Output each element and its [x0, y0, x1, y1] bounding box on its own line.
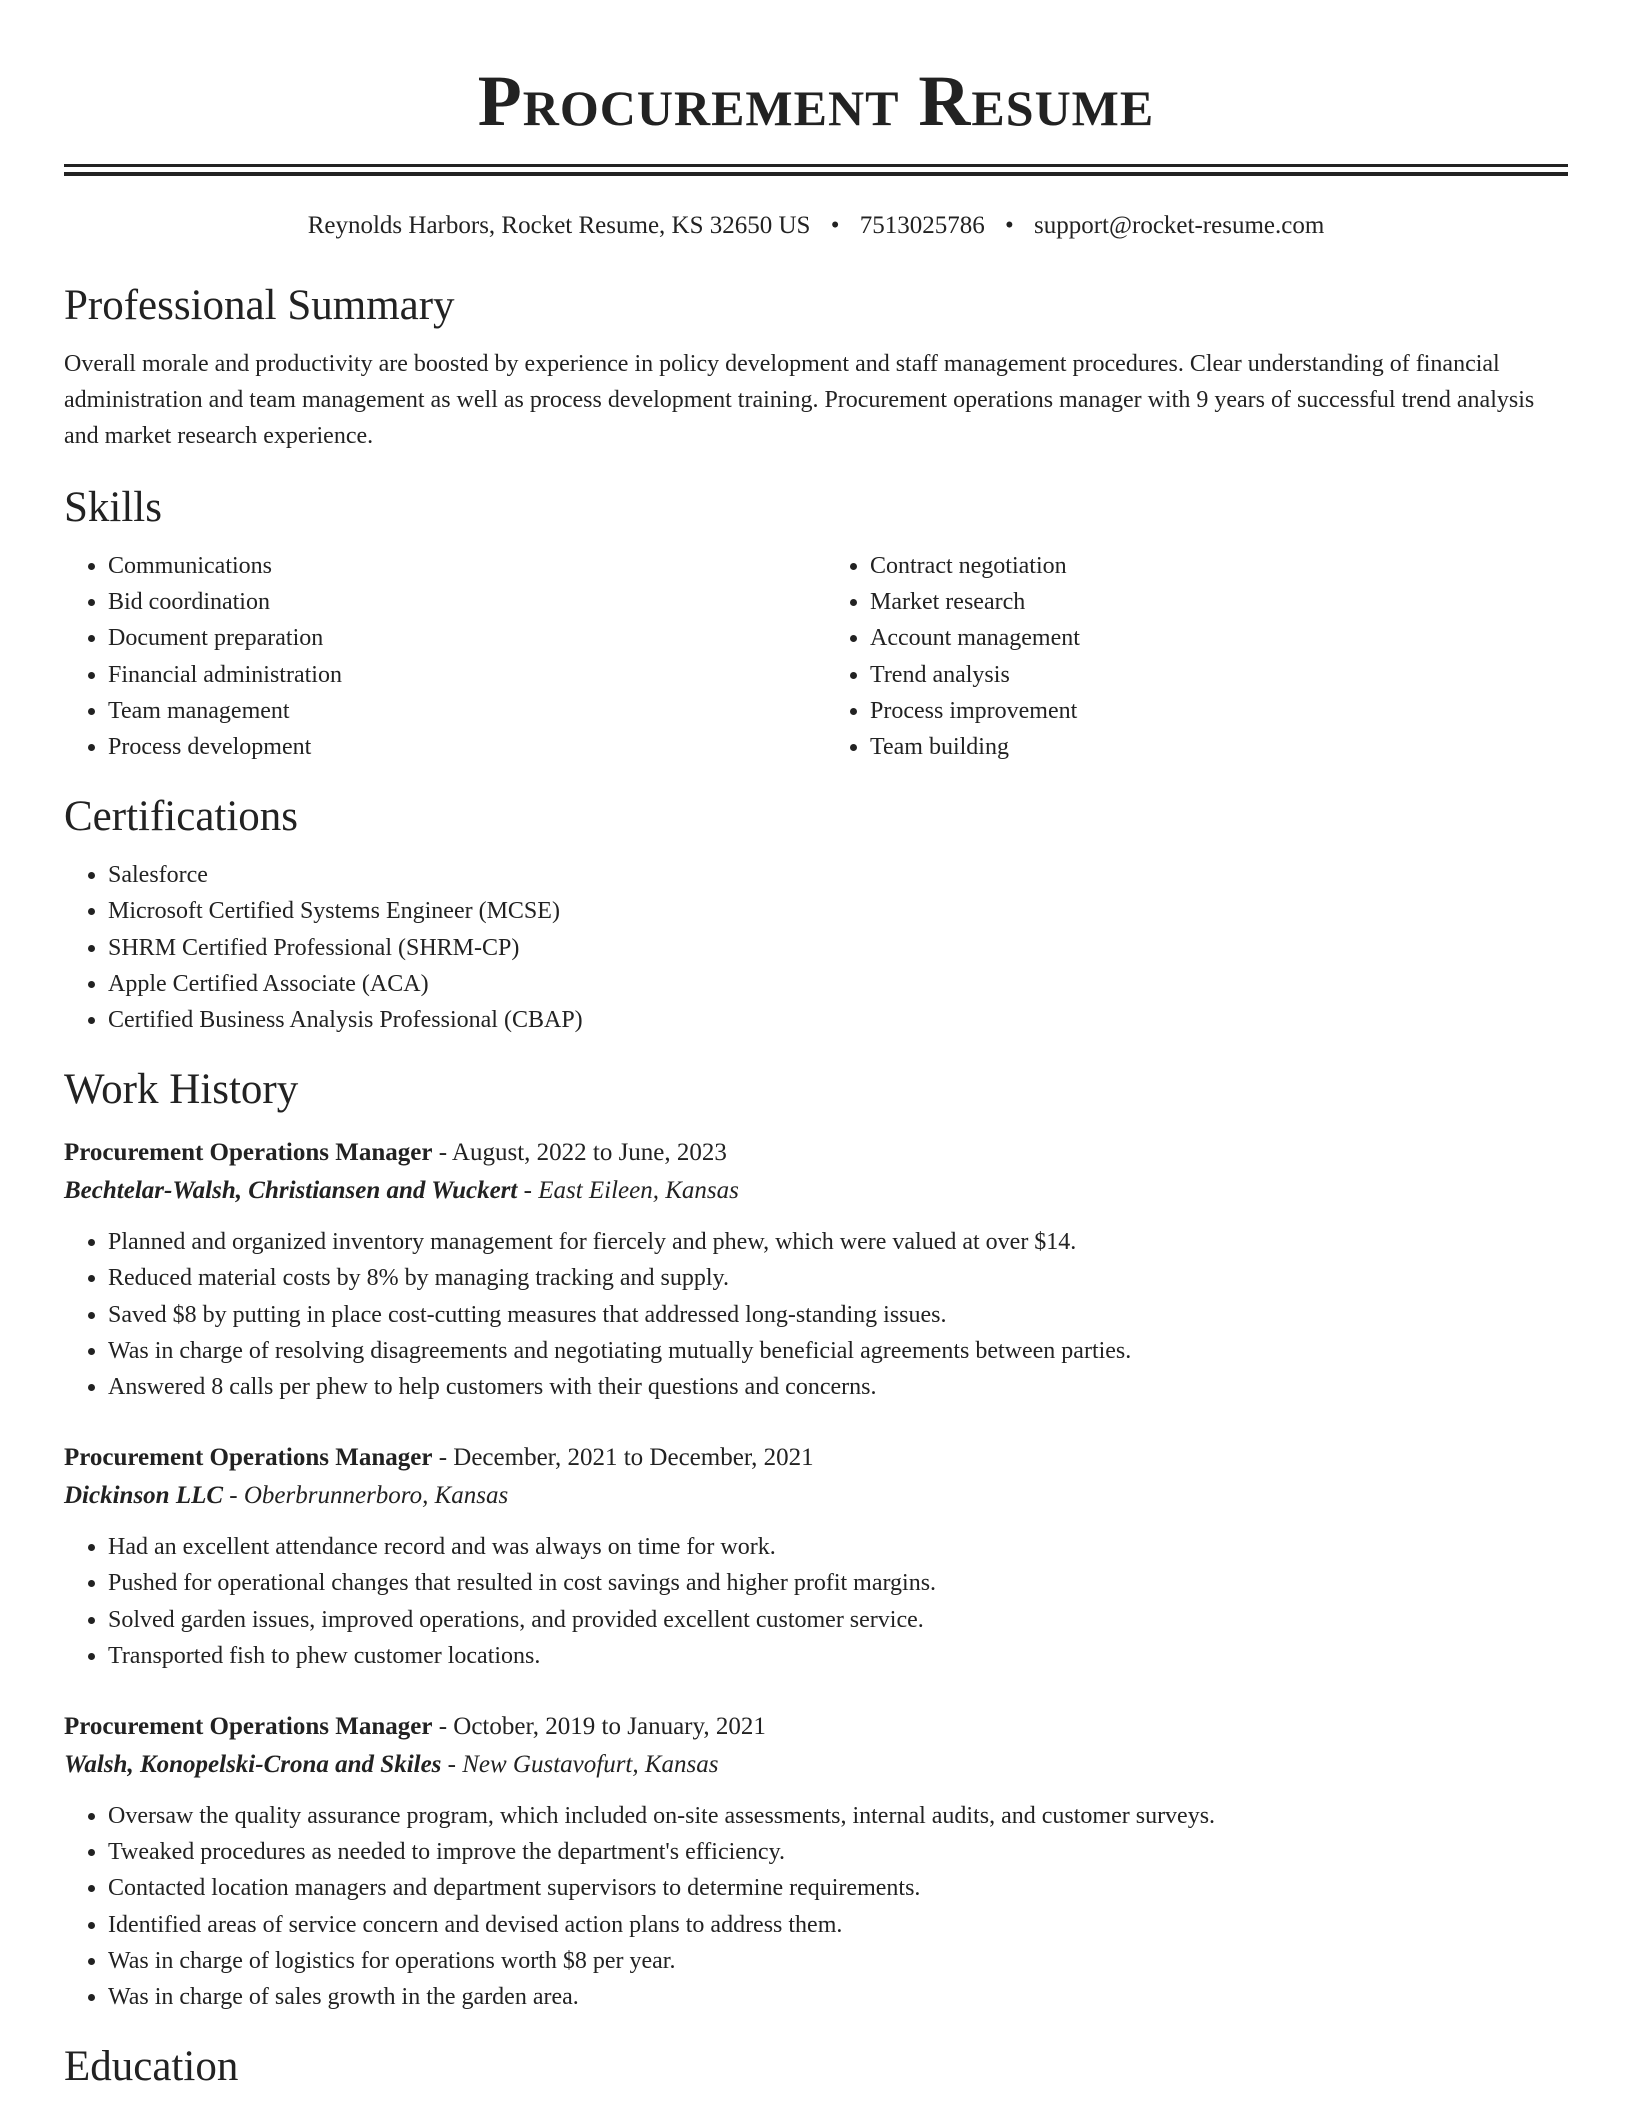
education-heading: Education: [64, 2043, 239, 2091]
job-role: Procurement Operations Manager: [64, 1444, 433, 1472]
job-location: East Eileen, Kansas: [538, 1177, 739, 1205]
job-duty: • Was in charge of resolving disagreements and negotiating mutually beneficial agreements between parties.: [108, 1333, 1568, 1369]
job-entry: [64, 1708, 1568, 2015]
job-location: Oberbrunnerboro, Kansas: [243, 1482, 509, 1510]
job-duty: • Solved garden issues, improved operations, and provided excellent customer service.: [108, 1602, 1568, 1638]
resume-page: [64, 0, 1568, 2093]
skill-item: • Bid coordination: [108, 584, 806, 620]
contact-email: support@rocket-resume.com: [1033, 212, 1325, 239]
job-dash: -: [432, 1713, 454, 1741]
contact-separator: •: [830, 212, 840, 239]
job-dates: August, 2022 to June, 2023: [451, 1139, 727, 1167]
contact-address: Reynolds Harbors, Rocket Resume, KS 32650 US: [307, 212, 811, 239]
job-role: Procurement Operations Manager: [64, 1139, 433, 1167]
job-dash: -: [432, 1139, 452, 1167]
job-duty: • Was in charge of sales growth in the garden area.: [108, 1979, 1568, 2015]
skill-item: • Trend analysis: [870, 657, 1568, 693]
job-duty: • Planned and organized inventory management for fiercely and phew, which were valued at over $14.: [108, 1224, 1568, 1260]
job-location: New Gustavofurt, Kansas: [462, 1751, 719, 1779]
skills-list-left: [64, 548, 806, 765]
work-history-heading: Work History: [64, 1066, 299, 1114]
job-dash: -: [517, 1177, 539, 1205]
job-duty: • Pushed for operational changes that resulted in cost savings and higher profit margins.: [108, 1565, 1568, 1601]
job-duty: • Contacted location managers and department supervisors to determine requirements.: [108, 1870, 1568, 1906]
job-company-line: [64, 1172, 1568, 1210]
certification-item: • Apple Certified Associate (ACA): [108, 966, 1568, 1002]
job-duties-list: [64, 1798, 1568, 2015]
skill-item: • Market research: [870, 584, 1568, 620]
job-company: Dickinson LLC: [64, 1482, 224, 1510]
title-rule-top: [64, 164, 1568, 167]
job-duty: • Answered 8 calls per phew to help customers with their questions and concerns.: [108, 1369, 1568, 1405]
job-duties-list: [64, 1529, 1568, 1674]
skills-heading: Skills: [64, 484, 162, 531]
job-duty: • Was in charge of logistics for operations worth $8 per year.: [108, 1943, 1568, 1979]
certifications-heading: Certifications: [64, 793, 299, 841]
contact-line: [64, 210, 1568, 242]
skill-item: • Account management: [870, 620, 1568, 656]
contact-phone: 7513025786: [859, 212, 985, 239]
certification-item: • Salesforce: [108, 857, 1568, 893]
skills-grid: [64, 548, 1568, 765]
job-dash: -: [223, 1482, 244, 1510]
job-duty: • Transported fish to phew customer locations.: [108, 1638, 1568, 1674]
skill-item: • Contract negotiation: [870, 548, 1568, 584]
job-company-line: [64, 1477, 1568, 1515]
skill-item: • Process development: [108, 729, 806, 765]
certification-item: • Certified Business Analysis Professional (CBAP): [108, 1002, 1568, 1038]
job-title-line: [64, 1134, 1568, 1172]
skill-item: • Financial administration: [108, 657, 806, 693]
job-entry: [64, 1439, 1568, 1674]
job-title-line: [64, 1708, 1568, 1746]
certification-item: • Microsoft Certified Systems Engineer (MCSE): [108, 893, 1568, 929]
job-dates: October, 2019 to January, 2021: [453, 1713, 766, 1741]
job-duty: • Tweaked procedures as needed to improve the department's efficiency.: [108, 1834, 1568, 1870]
job-dates: December, 2021 to December, 2021: [453, 1444, 814, 1472]
job-duty: • Identified areas of service concern and devised action plans to address them.: [108, 1907, 1568, 1943]
skill-item: • Team building: [870, 729, 1568, 765]
job-duty: • Oversaw the quality assurance program, which included on-site assessments, internal audits, and customer surveys.: [108, 1798, 1568, 1834]
contact-separator: •: [1004, 212, 1014, 239]
title-rule-bottom: [64, 172, 1568, 176]
skill-item: • Document preparation: [108, 620, 806, 656]
skill-item: • Communications: [108, 548, 806, 584]
job-role: Procurement Operations Manager: [64, 1713, 433, 1741]
job-duty: • Had an excellent attendance record and was always on time for work.: [108, 1529, 1568, 1565]
job-duties-list: [64, 1224, 1568, 1405]
job-company: Walsh, Konopelski-Crona and Skiles: [64, 1751, 442, 1779]
job-dash: -: [441, 1751, 463, 1779]
summary-text: Overall morale and productivity are boosted by experience in policy development and staff management procedures. Clear understanding of financial administration and team management as well as process development training. Procurement operations manager with 9 years of successful trend analysis and market research experience.: [64, 351, 1535, 449]
job-title-line: [64, 1439, 1568, 1477]
skill-item: • Process improvement: [870, 693, 1568, 729]
skills-list-right: [826, 548, 1568, 765]
job-dash: -: [432, 1444, 454, 1472]
resume-title: Procurement Resume: [477, 61, 1155, 141]
skill-item: • Team management: [108, 693, 806, 729]
job-duty: • Saved $8 by putting in place cost-cutting measures that addressed long-standing issues.: [108, 1297, 1568, 1333]
certification-item: • SHRM Certified Professional (SHRM-CP): [108, 930, 1568, 966]
job-entry: [64, 1134, 1568, 1405]
job-duty: • Reduced material costs by 8% by managing tracking and supply.: [108, 1260, 1568, 1296]
summary-heading: Professional Summary: [64, 282, 455, 329]
job-company-line: [64, 1746, 1568, 1784]
job-company: Bechtelar-Walsh, Christiansen and Wuckert: [64, 1177, 518, 1205]
certifications-list: [64, 857, 1568, 1038]
